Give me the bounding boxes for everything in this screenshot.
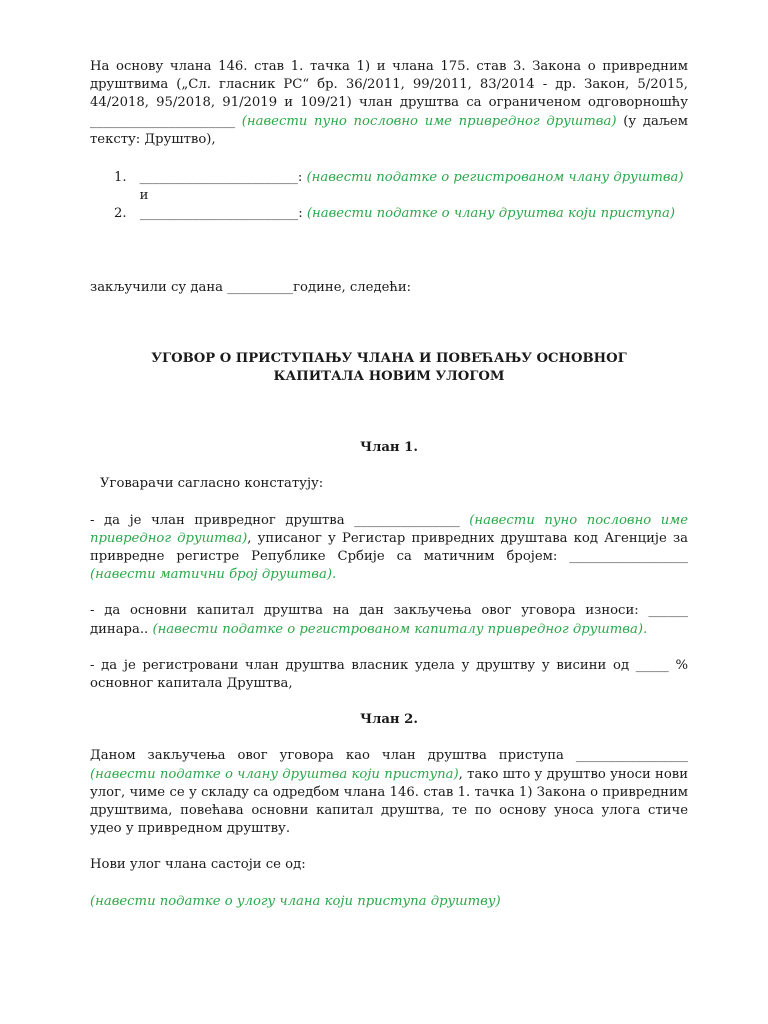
item-text: , тако што у друштво уноси нови улог, чиме се у складу са одредбом члана 146. став 1. тачка 1) Закона о привредним друштвима, повећава основни капитал друштва, те по основу уноса улога стиче удео у привредном друштву. [90, 766, 688, 837]
intro-paragraph [90, 58, 688, 149]
list-number: 1. [114, 170, 127, 186]
list-item [90, 205, 688, 223]
intro-hint: (навести пуно пословно име привредног друштва) [241, 113, 617, 129]
parties-list [90, 169, 688, 224]
article-2-paragraph-1 [90, 747, 688, 838]
article-1-item-2 [90, 602, 688, 638]
item-hint: (навести податке о члану друштва који приступа) [90, 766, 459, 782]
list-item [90, 169, 688, 205]
intro-text-tail: (у даљем тексту: Друштво), [90, 113, 688, 147]
item-hint: (навести матични број друштва). [90, 567, 337, 583]
article-2-hint: (навести податке о улогу члана који приступа друштву) [90, 893, 501, 909]
party-hint: (навести податке о члану друштва који приступа) [306, 206, 676, 222]
list-number: 2. [114, 206, 127, 222]
item-hint: (навести пуно пословно име привредног друштва) [90, 512, 688, 546]
document-title: УГОВОР О ПРИСТУПАЊУ ЧЛАНА И ПОВЕЋАЊУ ОСНОВНОГ КАПИТАЛА НОВИМ УЛОГОМ [151, 350, 627, 385]
party-tail: и [139, 188, 149, 204]
concluded-line: закључили су дана __________године, следећи: [90, 279, 412, 295]
article-2-paragraph-2: Нови улог члана састоји се од: [90, 857, 306, 873]
party-hint: (навести податке о регистрованом члану друштва) [306, 170, 684, 186]
party-blank: ________________________: [139, 170, 303, 186]
article-1-item-1 [90, 512, 688, 585]
party-blank: ________________________: [140, 206, 303, 222]
item-text: - да основни капитал друштва на дан закључења овог уговора износи: ______ динара.. [90, 603, 688, 637]
article-1-item-3: - да је регистровани члан друштва власник удела у друштву у висини од _____ % основног капитала Друштва, [90, 657, 688, 692]
item-text: Даном закључења овог уговора као члан друштва приступа _________________ [90, 748, 688, 764]
item-text: - да је члан привредног друштва ________________ [90, 512, 460, 528]
item-hint: (навести податке о регистрованом капиталу привредног друштва). [152, 621, 648, 637]
article-1-heading: Члан 1. [360, 440, 418, 456]
item-text: , уписаног у Регистар привредних друштава код Агенције за привредне регистре Републике Србије са матичним бројем: __________________ [90, 530, 688, 565]
article-1-lead: Уговарачи сагласно констатују: [100, 476, 324, 492]
intro-text: На основу члана 146. став 1. тачка 1) и члана 175. став 3. Закона о привредним друштвима („Сл. гласник РС“ бр. 36/2011, 99/2011, 83/2014 - др. Закон, 5/2015, 44/2018, 95/2018, 91/2019 и 109/21) члан друштва са ограниченом одговорношћу ______________________ [90, 59, 688, 129]
article-2-heading: Члан 2. [360, 712, 418, 728]
